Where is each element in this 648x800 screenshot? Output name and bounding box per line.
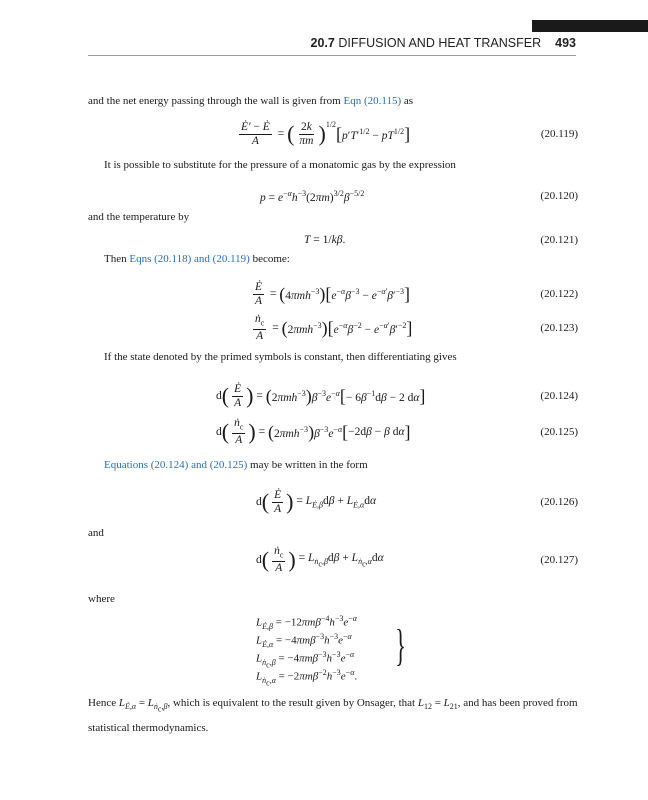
equation-number: (20.123) <box>540 322 578 334</box>
equation-line: $L_{ṅ_c,\alpha} = -2\pi m\beta^{-2}h^{-3}e^{-\alpha}$. <box>256 668 358 688</box>
equation-line: $L_{ṅ_c,\beta} = -4\pi m\beta^{-3}h^{-3}e^{-\alpha}$ <box>256 650 355 670</box>
equation-line: $L_{Ė,\alpha} = -4\pi m\beta^{-3}h^{-3}e^{-\alpha}$ <box>256 632 352 649</box>
equation-number: (20.121) <box>540 234 578 246</box>
paragraph-7: and <box>88 527 104 539</box>
paragraph-3: and the temperature by <box>88 211 190 223</box>
equation-20-125 <box>88 414 578 450</box>
equation-number: (20.125) <box>540 426 578 438</box>
equation-body: $\frac{Ė' - Ė}{A}$ = ( $\frac{2k}{\pi m}$ ) $^{1/2}$ [ $p'T'^{1/2} - pT^{1/2}$ ] <box>241 119 411 147</box>
eqn-link-20-115[interactable]: Eqn (20.115) <box>343 95 402 107</box>
coefficient-system <box>256 610 406 688</box>
equation-number: (20.126) <box>540 496 578 508</box>
equation-number: (20.127) <box>540 554 578 566</box>
page-number: 493 <box>555 36 576 50</box>
equation-body: d ( $\frac{ṅ_c}{A}$ ) = $L_{ṅ_c,\beta}d\beta + L_{ṅ_c,\alpha}d\alpha$ <box>256 544 384 575</box>
paragraph-8: where <box>88 593 115 605</box>
brace-icon: } <box>395 621 406 670</box>
equation-20-119 <box>88 116 578 152</box>
paragraph-6: Equations (20.124) and (20.125) may be written in the form <box>104 459 368 471</box>
equation-body: d ( $\frac{Ė}{A}$ ) = ( 2πmh$^{-3}$ ) $\beta^{-3}e^{-\alpha}$ [ − $6\beta^{-1}d\beta - 2$ dα ] <box>216 382 426 409</box>
equation-body: $p = e^{-\alpha}h^{-3}(2\pi m)^{3/2}\beta^{-5/2}$ <box>260 188 365 204</box>
running-head <box>311 36 577 50</box>
equation-number: (20.120) <box>540 190 578 202</box>
paragraph-4: Then Eqns (20.118) and (20.119) become: <box>104 253 290 265</box>
paragraph-2: It is possible to substitute for the pressure of a monatomic gas by the expression <box>104 159 456 171</box>
chapter-title: DIFFUSION AND HEAT TRANSFER <box>338 36 542 50</box>
paragraph-9: Hence $L_{Ė,\alpha} = L_{ṅ_c,\beta}$, which is equivalent to the result given by Onsager, that $L_{12} = L_{21}$, and has been proved from statistical thermodynamics. <box>88 697 578 734</box>
equation-20-122 <box>88 276 578 312</box>
equation-20-124 <box>88 378 578 414</box>
equation-number: (20.119) <box>540 128 578 140</box>
equation-body: d ( $\frac{Ė}{A}$ ) = $L_{Ė,\beta}d\beta + L_{Ė,\alpha}d\alpha$ <box>256 488 376 515</box>
header-rule <box>88 55 576 56</box>
equation-20-123 <box>88 310 578 346</box>
header-bar <box>532 20 648 32</box>
equation-number: (20.124) <box>540 390 578 402</box>
paragraph-1: and the net energy passing through the wall is given from Eqn (20.115) as <box>88 95 414 107</box>
equation-body: $\frac{Ė}{A}$ = ( 4πmh$^{-3}$ ) [ $e^{-\alpha}\beta^{-3} - e^{-\alpha'}\beta'^{-3}$ ] <box>255 280 411 307</box>
equation-body: $\frac{ṅ_c}{A}$ = ( 2πmh$^{-3}$ ) [ $e^{-\alpha}\beta^{-2} - e^{-\alpha'}\beta'^{-2}$ ] <box>255 312 413 343</box>
section-number: 20.7 <box>310 36 335 50</box>
equation-line: $L_{Ė,\beta} = -12\pi m\beta^{-4}h^{-3}e^{-\alpha}$ <box>256 614 357 631</box>
equation-body: d ( $\frac{ṅ_c}{A}$ ) = ( 2πmh$^{-3}$ ) $\beta^{-3}e^{-\alpha}$ [ −2dβ − β dα ] <box>216 416 411 447</box>
eqn-link-20-124-125[interactable]: Equations (20.124) and (20.125) <box>104 459 248 471</box>
equation-20-127 <box>88 542 578 578</box>
eqn-link-20-118-119[interactable]: Eqns (20.118) and (20.119) <box>129 253 250 265</box>
equation-20-126 <box>88 484 578 520</box>
paragraph-5: If the state denoted by the primed symbols is constant, then differentiating gives <box>104 351 457 363</box>
equation-number: (20.122) <box>540 288 578 300</box>
equation-body: T = 1/kβ. <box>304 234 346 246</box>
